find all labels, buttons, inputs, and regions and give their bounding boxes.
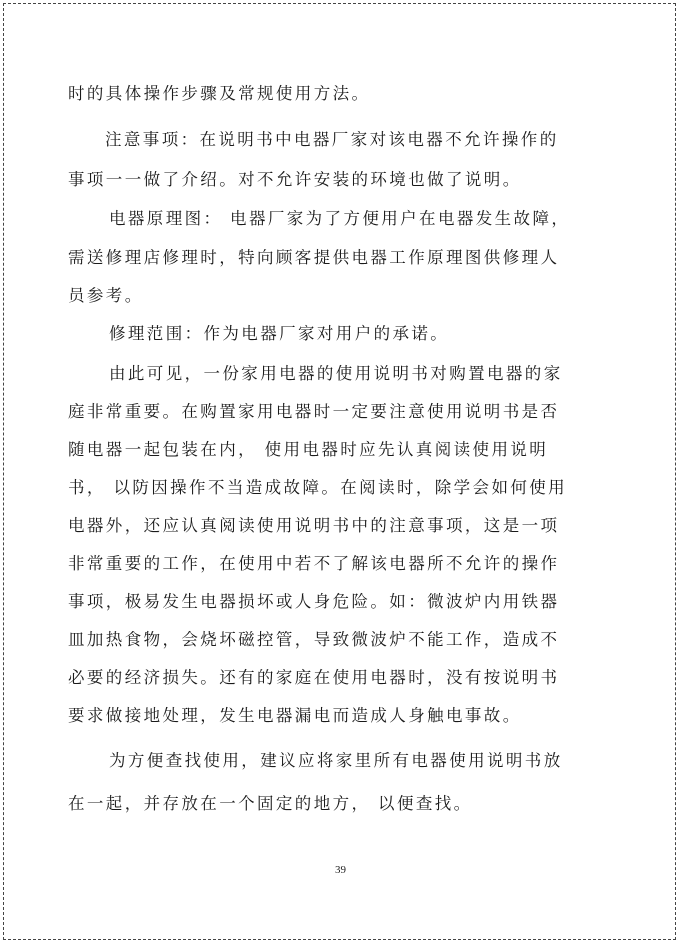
text-line: 要求做接地处理，发生电器漏电而造成人身触电事故。 [68, 706, 522, 725]
text-line: 书， 以防因操作不当造成故障。在阅读时，除学会如何使用 [68, 478, 568, 497]
text-line: 注意事项：在说明书中电器厂家对该电器不允许操作的 [105, 130, 559, 149]
text-line: 在一起，并存放在一个固定的地方， 以便查找。 [68, 794, 473, 813]
text-line: 皿加热食物，会烧坏磁控管，导致微波炉不能工作，造成不 [68, 630, 560, 649]
text-line: 需送修理店修理时，特向顾客提供电器工作原理图供修理人 [68, 248, 560, 267]
text-line: 员参考。 [68, 286, 144, 305]
text-line: 庭非常重要。在购置家用电器时一定要注意使用说明书是否 [68, 402, 560, 421]
text-line: 事项，极易发生电器损坏或人身危险。如：微波炉内用铁器 [68, 592, 560, 611]
text-line: 必要的经济损失。还有的家庭在使用电器时，没有按说明书 [68, 668, 560, 687]
text-line: 事项一一做了介绍。对不允许安装的环境也做了说明。 [68, 170, 522, 189]
text-line: 时的具体操作步骤及常规使用方法。 [68, 84, 371, 103]
text-line: 为方便查找使用，建议应将家里所有电器使用说明书放 [109, 751, 563, 770]
text-line: 非常重要的工作，在使用中若不了解该电器所不允许的操作 [68, 554, 560, 573]
text-line: 电器外，还应认真阅读使用说明书中的注意事项，这是一项 [68, 516, 560, 535]
text-line: 修理范围：作为电器厂家对用户的承诺。 [109, 324, 450, 343]
page-number: 39 [335, 864, 346, 876]
text-line: 电器原理图： 电器厂家为了方便用户在电器发生故障， [109, 209, 571, 228]
text-line: 由此可见，一份家用电器的使用说明书对购置电器的家 [109, 364, 563, 383]
text-line: 随电器一起包装在内， 使用电器时应先认真阅读使用说明 [68, 440, 549, 459]
